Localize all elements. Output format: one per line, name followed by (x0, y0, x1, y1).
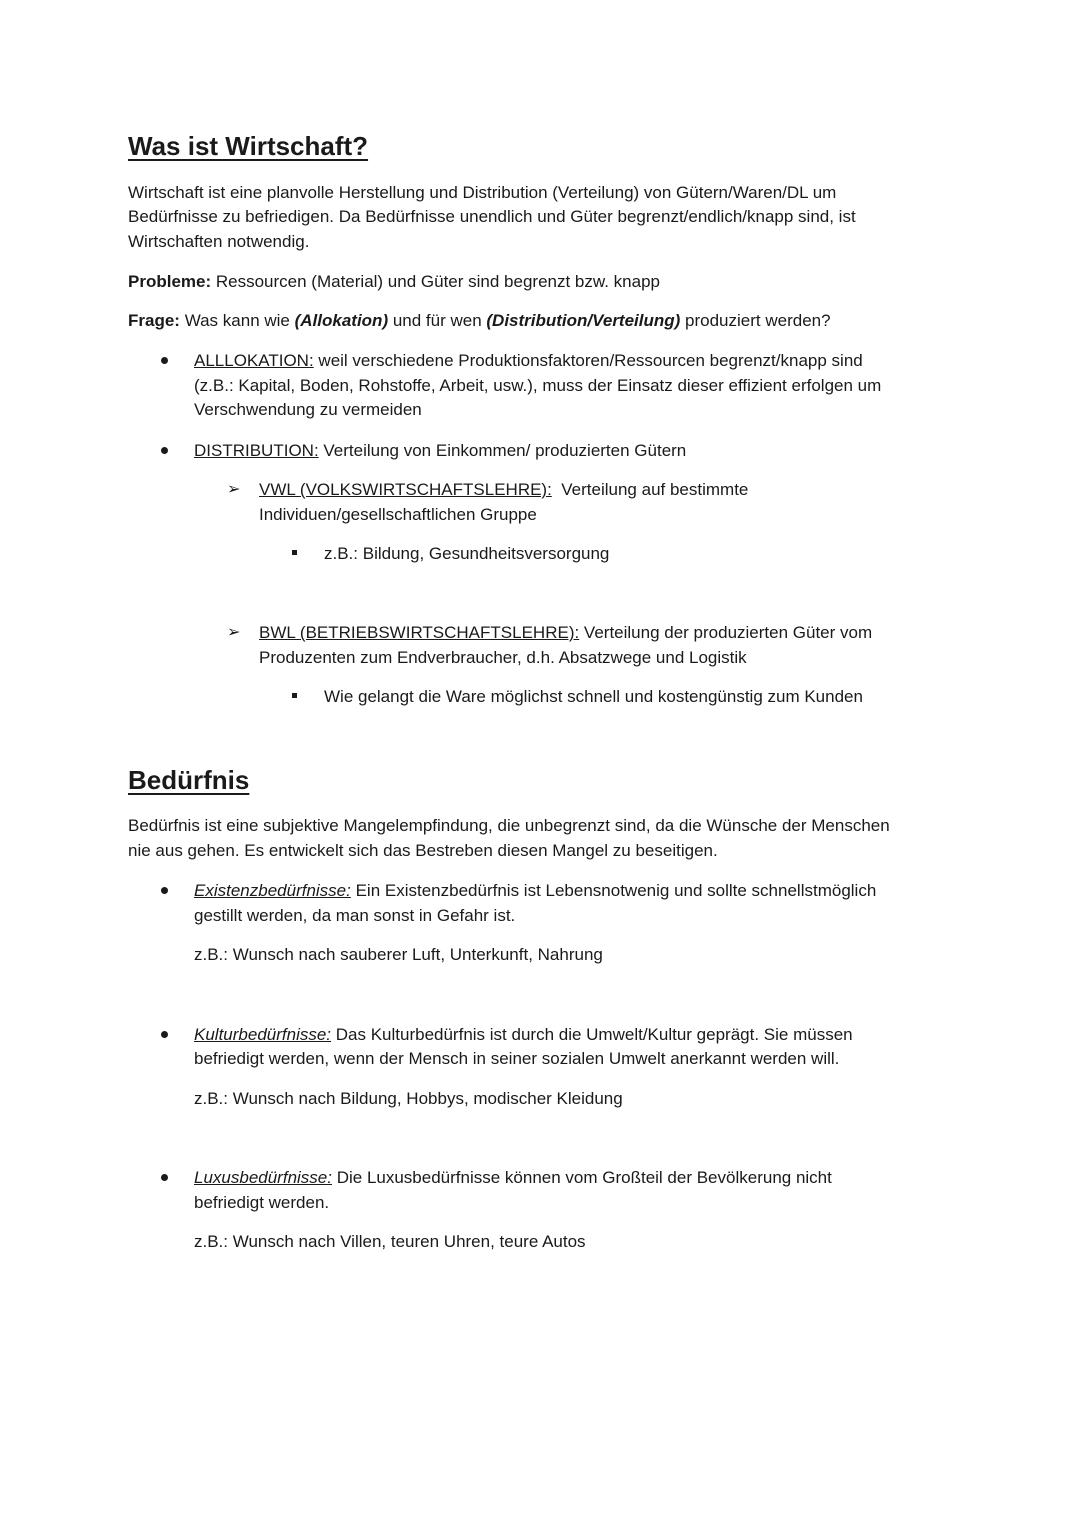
frage-distribution: (Distribution/Verteilung) (486, 311, 681, 330)
luxus-line-1 (194, 1165, 832, 1190)
intro-line-3: Wirtschaften notwendig. (128, 232, 310, 251)
frage-label: Frage: (128, 311, 180, 330)
distribution-line (194, 438, 686, 463)
vwl-example: z.B.: Bildung, Gesundheitsversorgung (324, 544, 610, 563)
allokation-label: ALLLOKATION: (194, 351, 314, 370)
heading-beduerfnis: Bedürfnis (128, 765, 250, 795)
luxus-text-1: Die Luxusbedürfnisse können vom Großteil der Bevölkerung nicht (331, 1168, 832, 1187)
kultur-line-1 (194, 1022, 853, 1047)
kultur-example: z.B.: Wunsch nach Bildung, Hobbys, modischer Kleidung (194, 1089, 623, 1108)
square-bullet-icon (292, 693, 297, 698)
frage-line (128, 308, 831, 333)
probleme-text: Ressourcen (Material) und Güter sind begrenzt bzw. knapp (211, 272, 660, 291)
existenz-label: Existenzbedürfnisse: (194, 881, 351, 900)
allokation-line-1 (194, 348, 863, 373)
probleme-label: Probleme: (128, 272, 212, 291)
allokation-text-1: weil verschiedene Produktionsfaktoren/Ressourcen begrenzt/knapp sind (313, 351, 863, 370)
bwl-label: BWL (BETRIEBSWIRTSCHAFTSLEHRE): (259, 623, 580, 642)
existenz-text-1: Ein Existenzbedürfnis ist Lebensnotwenig und sollte schnellstmöglich (350, 881, 877, 900)
bwl-text-1: Verteilung der produzierten Güter vom (579, 623, 873, 642)
heading-was-ist-wirtschaft: Was ist Wirtschaft? (128, 131, 369, 161)
existenz-line-2: gestillt werden, da man sonst in Gefahr ist. (194, 906, 516, 925)
beduerfnis-intro-line-2: nie aus gehen. Es entwickelt sich das Bestreben diesen Mangel zu beseitigen. (128, 841, 718, 860)
luxus-line-2: befriedigt werden. (194, 1193, 330, 1212)
bwl-line-2: Produzenten zum Endverbraucher, d.h. Absatzwege und Logistik (259, 648, 747, 667)
square-bullet-icon (292, 550, 297, 555)
allokation-line-3: Verschwendung zu vermeiden (194, 400, 422, 419)
bwl-line-1 (259, 620, 872, 645)
intro-line-1: Wirtschaft ist eine planvolle Herstellung und Distribution (Verteilung) von Gütern/Waren/DL um (128, 183, 837, 202)
intro-line-2: Bedürfnisse zu befriedigen. Da Bedürfnisse unendlich und Güter begrenzt/endlich/knapp sind, ist (128, 207, 856, 226)
arrow-bullet-icon: ➢ (227, 624, 241, 641)
luxus-example: z.B.: Wunsch nach Villen, teuren Uhren, teure Autos (194, 1232, 586, 1251)
existenz-line-1 (194, 878, 876, 903)
frage-text-1: Was kann wie (179, 311, 295, 330)
distribution-text: Verteilung von Einkommen/ produzierten Gütern (318, 441, 687, 460)
allokation-line-2: (z.B.: Kapital, Boden, Rohstoffe, Arbeit, usw.), muss der Einsatz dieser effizient erfolgen um (194, 376, 882, 395)
probleme-line (128, 269, 660, 294)
vwl-line-1 (259, 477, 748, 502)
kultur-label: Kulturbedürfnisse: (194, 1025, 332, 1044)
luxus-label: Luxusbedürfnisse: (194, 1168, 332, 1187)
beduerfnis-intro-line-1: Bedürfnis ist eine subjektive Mangelempfindung, die unbegrenzt sind, da die Wünsche der Menschen (128, 816, 890, 835)
frage-text-3: produziert werden? (680, 311, 831, 330)
bullet-dot-icon (161, 887, 168, 894)
bullet-dot-icon (161, 1031, 168, 1038)
kultur-text-1: Das Kulturbedürfnis ist durch die Umwelt/Kultur geprägt. Sie müssen (331, 1025, 853, 1044)
bwl-example: Wie gelangt die Ware möglichst schnell und kostengünstig zum Kunden (324, 687, 863, 706)
distribution-label: DISTRIBUTION: (194, 441, 319, 460)
vwl-label: VWL (VOLKSWIRTSCHAFTSLEHRE): (259, 480, 552, 499)
vwl-line-2: Individuen/gesellschaftlichen Gruppe (259, 505, 537, 524)
bullet-dot-icon (161, 447, 168, 454)
existenz-example: z.B.: Wunsch nach sauberer Luft, Unterkunft, Nahrung (194, 945, 603, 964)
vwl-text-1: Verteilung auf bestimmte (551, 480, 749, 499)
bullet-dot-icon (161, 1174, 168, 1181)
kultur-line-2: befriedigt werden, wenn der Mensch in seiner sozialen Umwelt anerkannt werden will. (194, 1049, 840, 1068)
frage-text-2: und für wen (388, 311, 487, 330)
frage-allokation: (Allokation) (294, 311, 389, 330)
bullet-dot-icon (161, 357, 168, 364)
arrow-bullet-icon: ➢ (227, 481, 241, 498)
